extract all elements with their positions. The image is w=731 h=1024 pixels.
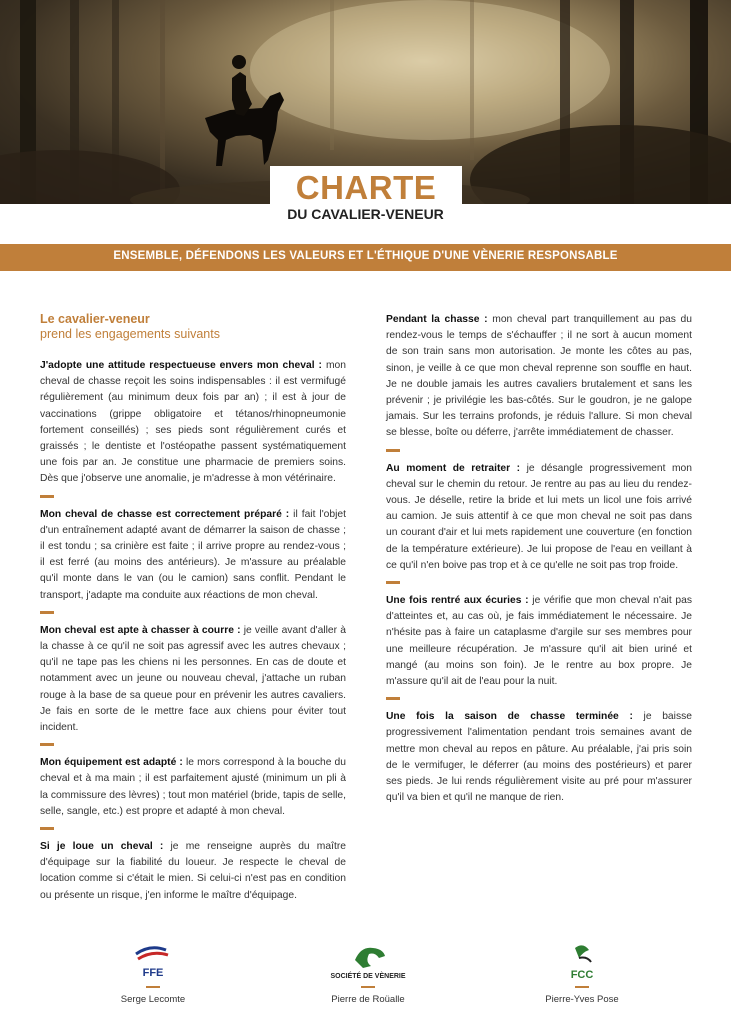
left-column [40,312,346,904]
fcc-logo-text: FCC [570,969,594,981]
signature-fcc [517,940,647,1005]
section-separator [386,449,400,452]
signature-name: Pierre de Roüalle [331,994,405,1005]
commitment-heading: Mon cheval de chasse est correctement préparé : [40,508,290,520]
section-separator [40,827,54,830]
page-title: CHARTE [295,169,437,206]
signature-ffe [88,940,218,1005]
signature-name: Serge Lecomte [120,994,186,1005]
commitment-text: je veille avant d'aller à la chasse à ce qu'il ne soit pas agressif avec les autres chevaux ; qu'il ne tape pas les chiens ni les personnes. En cas de doute et notamment avec un jeune ou nouveau cheval, j'attache un ruban rouge à la base de sa queue pour en prévenir les autres cavaliers. Je fais en sorte de le mettre face aux chiens pour éviter tout incident. [40,624,346,734]
commitment-heading: J'adopte une attitude respectueuse envers mon cheval : [40,360,322,371]
signature-underline [146,986,160,988]
section-separator [386,697,400,700]
intro-line-2: prend les engagements suivants [40,327,220,341]
commitment-text: mon cheval de chasse reçoit les soins indispensables : il est vermifugé régulièrement (au minimum deux fois par an) ; il est à jour de vaccinations (grippe obligatoire et tétanos/rhinopneumonie fortement conseillés) ; ses pieds sont régulièrement curés et graissés ; le dentiste et l'ostéopathe passent systématiquement une fois par an. Je constitue une pharmacie de premiers soins. Dès que j'observe une anomalie, je m'adresse à mon vétérinaire. [40,360,346,485]
page-subtitle: DU CAVALIER-VENEUR [287,206,444,222]
commitment-paragraph [40,839,346,904]
commitment-heading: Si je loue un cheval : [40,841,164,853]
commitment-text: je baisse progressivement l'alimentation pendant trois semaines avant de mettre mon cheval au repos en pâture. Au préalable, j'ai pris soin de le vermifuger, le déferrer (au moins des postérieurs) et parer ses pieds. Je lui rends régulièrement visite au pré pour m'assurer qu'il va bien et qu'il ne manque de rien. [386,711,692,804]
commitment-text: je me renseigne auprès du maître d'équipage sur la fiabilité du loueur. Je respecte le cheval de location comme si c'était le mien. Si celui-ci n'est pas en condition ou présente un risque, j'en informe le maître d'équipage. [40,841,346,901]
commitment-heading: Pendant la chasse : [386,314,488,325]
intro-line-1: Le cavalier-veneur [40,312,150,326]
commitment-heading: Mon cheval est apte à chasser à courre : [40,624,241,636]
signature-underline [361,986,375,988]
commitment-paragraph [40,358,346,488]
section-separator [386,581,400,584]
commitment-text: le mors correspond à la bouche du cheval et à ma main ; il est parfaitement ajusté (minimum un pli à la commissure des lèvres) ; tout mon matériel (bride, tapis de selle, selle, sangle, etc.) est propre et adapté à mon cheval. [40,757,346,817]
fcc-logo [517,940,647,984]
signature-venerie [303,940,433,1005]
section-separator [40,611,54,614]
commitment-heading: Une fois rentré aux écuries : [386,595,529,607]
commitment-paragraph [40,755,346,820]
signatures [0,940,731,1020]
right-column [386,312,692,806]
banner-text: ENSEMBLE, DÉFENDONS LES VALEURS ET L'ÉTHIQUE D'UNE VÈNERIE RESPONSABLE [113,250,618,262]
commitment-text: je désangle progressivement mon cheval sur le chemin du retour. Je rentre au pas au lieu du rendez-vous. Je déselle, retire la bride et lui mets un licol une fois arrivé au camion. Je suis attentif à ce que mon cheval ne soit pas dans un courant d'air et lui mets rapidement une couverture (en fonction de la température extérieure). Je lui propose de l'eau en veillant à ce qu'il n'en boive pas trop et à ce qu'elle ne soit pas trop froide. [386,462,692,571]
venerie-logo-text: SOCIÉTÉ DE VÈNERIE [330,973,406,980]
ffe-logo-text: FFE [142,967,164,979]
societe-venerie-logo [303,940,433,984]
signature-underline [575,986,589,988]
signature-name: Pierre-Yves Pose [545,994,619,1005]
commitment-paragraph [40,507,346,604]
commitment-paragraph [40,623,346,736]
ffe-logo [88,940,218,984]
commitment-text: je vérifie que mon cheval n'ait pas d'atteintes et, au cas où, je fais immédiatement le nécessaire. Je n'hésite pas à faire un cataplasme d'argile sur ses membres pour une meilleure récupération. Je m'assure qu'il ait bien uriné et mangé (au moins son foin). Je le rentre au box propre. Je m'assure qu'il ait de l'eau pour la nuit. [386,595,692,688]
commitment-text: mon cheval part tranquillement au pas du rendez-vous le temps de s'échauffer ; il ne sort à aucun moment de son train sans mon autorisation. Je monte les côtes au pas, sinon, je veille à ce que mon cheval reprenne son souffle en haut. Je ne double jamais les autres cavaliers brutalement et sans les prévenir ; je privilégie les bas-côtés. Sur le goudron, je ne galope jamais. Sur les terrains profonds, je réduis l'allure. Si mon cheval se blesse, boîte ou déferre, j'arrête immédiatement de chasser. [386,314,692,439]
commitment-paragraph [386,593,692,690]
commitment-text: il fait l'objet d'un entraînement adapté avant de démarrer la saison de chasse ; il est tondu ; sa crinière est faite ; il arrive propre au rendez-vous ; il est ferré (au moins des antérieurs). Je m'assure au préalable qu'il monte dans le van (ou le camion) sans conflit. Pendant le transport, j'adapte ma conduite aux réactions de mon cheval. [40,508,346,601]
commitment-paragraph [386,461,692,574]
commitment-paragraph [386,709,692,806]
commitment-heading: Au moment de retraiter : [386,462,521,474]
commitment-heading: Une fois la saison de chasse terminée : [386,711,633,723]
section-separator [40,743,54,746]
commitment-paragraph [386,312,692,442]
commitment-heading: Mon équipement est adapté : [40,757,183,769]
section-separator [40,495,54,498]
